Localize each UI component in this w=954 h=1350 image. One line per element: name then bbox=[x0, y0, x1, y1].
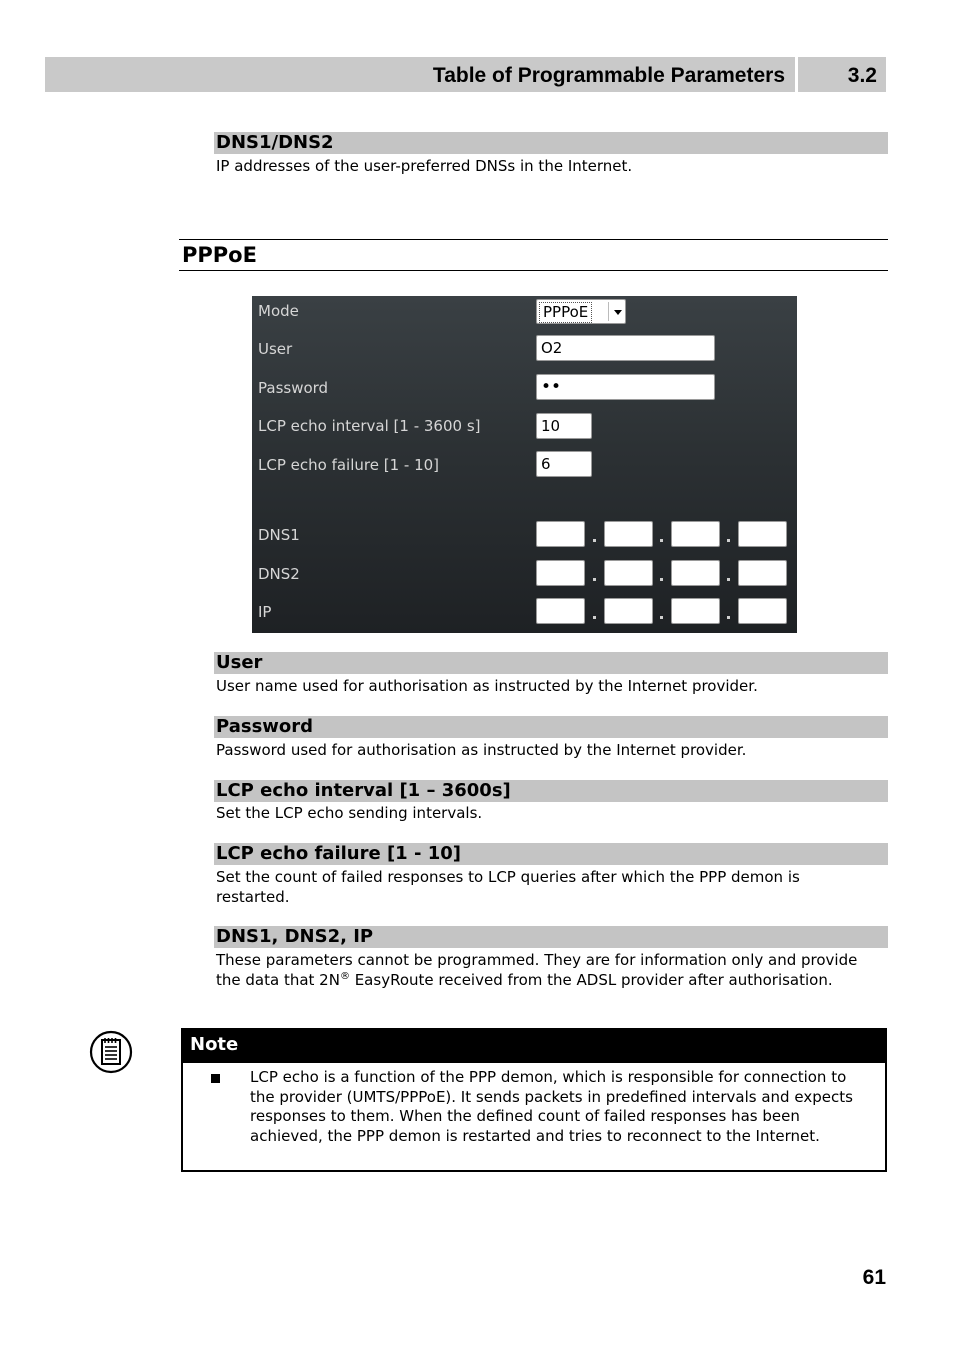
ip-separator bbox=[660, 539, 663, 542]
dns1-octet-4[interactable] bbox=[738, 521, 787, 547]
ip-separator bbox=[660, 616, 663, 619]
section-number: 3.2 bbox=[798, 57, 886, 92]
dns2-octet-2[interactable] bbox=[604, 560, 653, 586]
mode-select[interactable] bbox=[536, 299, 626, 324]
chapter-title: Table of Programmable Parameters bbox=[45, 57, 795, 92]
dns1-label: DNS1 bbox=[258, 526, 300, 544]
ip-separator bbox=[593, 539, 596, 542]
param-text-dns-ip: These parameters cannot be programmed. They are for information only and provide the data that 2N® EasyRoute received from the ADSL provider after authorisation. bbox=[216, 951, 858, 989]
note-text: LCP echo is a function of the PPP demon, which is responsible for connection to the provider (UMTS/PPPoE). It sends packets in predefined intervals and expects responses to them. When the defined count of failed responses has been achieved, the PPP demon is restarted and tries to reconnect to the Internet. bbox=[250, 1068, 853, 1145]
lcp-failure-label: LCP echo failure [1 - 10] bbox=[258, 456, 440, 474]
ip-separator bbox=[593, 616, 596, 619]
bullet-square-icon bbox=[211, 1074, 220, 1083]
dns1-octet-3[interactable] bbox=[671, 521, 720, 547]
ip-separator bbox=[593, 578, 596, 581]
param-heading-lcp-failure: LCP echo failure [1 - 10] bbox=[214, 843, 888, 865]
ip-separator bbox=[727, 616, 730, 619]
password-input[interactable]: •• bbox=[536, 374, 715, 400]
ip-octet-3[interactable] bbox=[671, 598, 720, 624]
section-bottom-rule bbox=[179, 270, 888, 271]
ip-separator bbox=[727, 539, 730, 542]
mode-label: Mode bbox=[258, 302, 299, 320]
dns2-octet-1[interactable] bbox=[536, 560, 585, 586]
password-label: Password bbox=[258, 379, 329, 397]
param-heading-dns-ip: DNS1, DNS2, IP bbox=[214, 926, 888, 948]
param-text-lcp-interval: Set the LCP echo sending intervals. bbox=[216, 804, 483, 822]
param-text-user: User name used for authorisation as instructed by the Internet provider. bbox=[216, 677, 758, 695]
lcp-interval-label: LCP echo interval [1 - 3600 s] bbox=[258, 417, 481, 435]
pppoe-settings-panel bbox=[252, 296, 797, 633]
dns1-octet-2[interactable] bbox=[604, 521, 653, 547]
section-top-rule bbox=[179, 239, 888, 240]
note-title: Note bbox=[183, 1030, 885, 1063]
dns2-label: DNS2 bbox=[258, 565, 300, 583]
page-number: 61 bbox=[862, 1266, 886, 1289]
param-text-password: Password used for authorisation as instructed by the Internet provider. bbox=[216, 741, 747, 759]
select-divider bbox=[608, 302, 609, 321]
dns2-octet-3[interactable] bbox=[671, 560, 720, 586]
ip-octet-4[interactable] bbox=[738, 598, 787, 624]
section-title: PPPoE bbox=[182, 243, 257, 267]
note-box bbox=[181, 1028, 887, 1172]
param-heading-dns1-dns2: DNS1/DNS2 bbox=[214, 132, 888, 154]
dns1-octet-1[interactable] bbox=[536, 521, 585, 547]
ip-octet-1[interactable] bbox=[536, 598, 585, 624]
param-heading-user: User bbox=[214, 652, 888, 674]
user-label: User bbox=[258, 340, 293, 358]
lcp-failure-input[interactable]: 6 bbox=[536, 451, 592, 477]
mode-select-value: PPPoE bbox=[539, 302, 592, 323]
ip-separator bbox=[660, 578, 663, 581]
chevron-down-icon bbox=[614, 310, 622, 315]
lcp-interval-input[interactable]: 10 bbox=[536, 413, 592, 439]
dns2-octet-4[interactable] bbox=[738, 560, 787, 586]
param-heading-password: Password bbox=[214, 716, 888, 738]
ip-label: IP bbox=[258, 603, 272, 621]
param-text-dns1-dns2: IP addresses of the user-preferred DNSs in the Internet. bbox=[216, 157, 633, 175]
param-text-lcp-failure: Set the count of failed responses to LCP queries after which the PPP demon is restarted. bbox=[216, 868, 800, 906]
param-heading-lcp-interval: LCP echo interval [1 – 3600s] bbox=[214, 780, 888, 802]
user-input[interactable]: O2 bbox=[536, 335, 715, 361]
notepad-icon bbox=[89, 1030, 133, 1074]
ip-separator bbox=[727, 578, 730, 581]
ip-octet-2[interactable] bbox=[604, 598, 653, 624]
